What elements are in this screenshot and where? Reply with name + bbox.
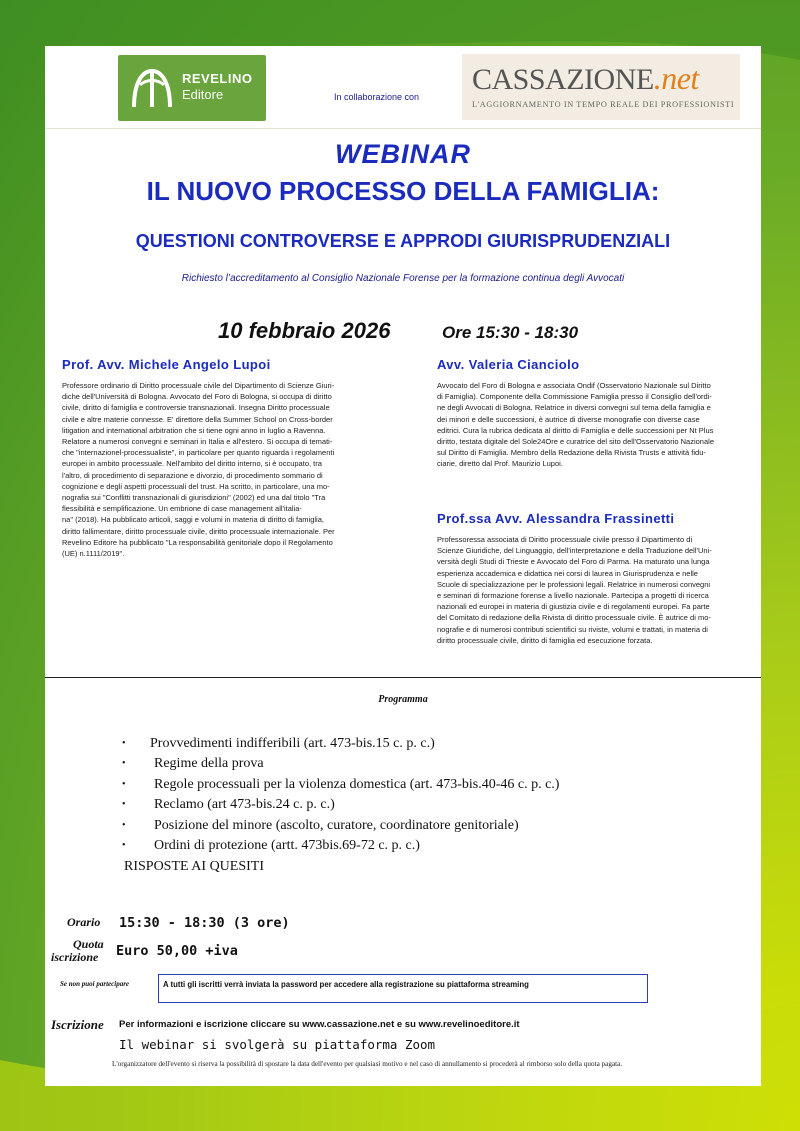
orario-label: Orario: [67, 915, 101, 929]
program-list: [122, 734, 559, 856]
quota-label-2: iscrizione: [51, 950, 99, 964]
revelino-logo: [118, 55, 266, 121]
quota-label: Quota: [73, 937, 104, 951]
speaker-bio-cianciolo: Avvocato del Foro di Bologna e associata Ondif (Osservatorio Nazionale sul Diritto di Famiglia). Componente della Commissione Famiglia presso il Consiglio dell'ordi- ne degli Avvocati di Bologna. Relatrice in diversi convegni sul tema della famiglia e dei minori e delle successioni, è autrice di diverse monografie con diverse case editrici. Cura la rubrica dedicata al diritto di Famiglia e delle successioni per Nt Plus diritto, testata digitale del Sole24Ore e curatrice del sito dell'Osservatorio Nazionale sul Diritto di Famiglia. Membro della Redazione della Rivista Trusts e attività fidu- ciarie, diretto dal Prof. Maurizio Lupoi.: [437, 381, 714, 469]
streaming-info-text: A tutti gli iscritti verrà inviata la password per accedere alla registrazione su piattaforma streaming: [163, 980, 529, 989]
revelino-sub: Editore: [182, 87, 224, 102]
bullet-icon: •: [122, 819, 126, 831]
list-item: • Posizione del minore (ascolto, curatore, coordinatore genitoriale): [122, 816, 559, 836]
iscrizione-label: Iscrizione: [51, 1017, 104, 1032]
bullet-icon: •: [122, 758, 126, 770]
program-closing: RISPOSTE AI QUESITI: [124, 859, 265, 874]
orario-value: 15:30 - 18:30 (3 ore): [119, 915, 290, 931]
iscrizione-text[interactable]: Per informazioni e iscrizione cliccare su www.cassazione.net e su www.revelinoeditore.it: [119, 1019, 520, 1030]
webinar-title: WEBINAR: [335, 139, 471, 169]
speaker-name-frassinetti: Prof.ssa Avv. Alessandra Frassinetti: [437, 511, 675, 526]
streaming-info-box: [158, 974, 648, 1003]
program-divider: [45, 677, 761, 678]
list-item: • Regole processuali per la violenza domestica (art. 473-bis.40-46 c. p. c.): [122, 775, 559, 795]
bullet-icon: •: [122, 839, 126, 851]
list-item: • Reclamo (art 473-bis.24 c. p. c.): [122, 795, 559, 815]
cassazione-logo: [462, 54, 740, 120]
speaker-name-lupoi: Prof. Avv. Michele Angelo Lupoi: [62, 357, 271, 372]
list-item: • Provvedimenti indifferibili (art. 473-bis.15 c. p. c.): [122, 734, 559, 754]
speaker-name-cianciolo: Avv. Valeria Cianciolo: [437, 357, 580, 372]
zoom-note: Il webinar si svolgerà su piattaforma Zoom: [119, 1037, 436, 1052]
list-item: • Ordini di protezione (artt. 473bis.69-72 c. p. c.): [122, 836, 559, 856]
bullet-icon: •: [122, 738, 126, 749]
accreditation-note: Richiesto l’accreditamento al Consiglio Nazionale Forense per la formazione continua degli Avvocati: [181, 273, 625, 284]
speaker-bio-lupoi: Professore ordinario di Diritto processuale civile del Dipartimento di Scienze Giuri- diche dell'Università di Bologna. Avvocato del Foro di Bologna, si occupa di diritto civile, diritto di famiglia e controversie transnazionali. Insegna Diritto processuale civile e altre materie connesse. E' direttore della Summer School on Cross-border litigation and international arbitration che si tiene ogni anno in luglio a Ravenna. Relatore a numerosi convegni e seminari in Italia e all'estero. Si occupa di temati- che "internazionel-processualiste", in particolare per quanto riguarda i regolamenti europei in ambito processuale. Nell'ambito del diritto interno, si è occupato, tra l'altro, di procedimento di separazione e divorzio, di procedimento sommario di cognizione e degli aspetti processuali del trust. Ha scritto, in particolare, una mo- nografia sui "Conflitti transnazionali di giurisdizioni" (2002) ed una dal titolo "Tra flessibilità e semplificazione. Un embrione di case management all'italia- na" (2018). Ha pubblicato articoli, saggi e volumi in materia di diritto di famiglia, diritto fallimentare, diritto processuale civile, diritto processuale internazionale. Per Revelino Editore ha pubblicato "La responsabilità genitoriale dopo il Regolamento (UE) n.1111/2019".: [62, 381, 335, 559]
revelino-name: REVELINO: [182, 71, 253, 86]
main-title: IL NUOVO PROCESSO DELLA FAMIGLIA:: [146, 176, 660, 206]
disclaimer: L'organizzatore dell'evento si riserva la possibilità di spostare la data dell'evento per qualsiasi motivo e nel caso di annullamento si procederà al rimborso solo della quota pagata.: [112, 1060, 623, 1068]
program-title: Programma: [378, 694, 428, 705]
quota-value: Euro 50,00 +iva: [116, 943, 238, 959]
event-date: 10 febbraio 2026: [218, 318, 391, 343]
list-item: • Regime della prova: [122, 754, 559, 774]
bullet-icon: •: [122, 799, 126, 811]
cassazione-main: CASSAZIONE: [472, 63, 654, 96]
subtitle: QUESTIONI CONTROVERSE E APPRODI GIURISPRUDENZIALI: [135, 231, 671, 251]
cassazione-suffix: .net: [653, 60, 699, 96]
event-hours: Ore 15:30 - 18:30: [442, 323, 579, 342]
speaker-bio-frassinetti: Professoressa associata di Diritto processuale civile presso il Dipartimento di Scienze Giuridiche, del Linguaggio, dell'interpretazione e della Traduzione dell'Uni- versità degli Studi di Trieste e Avvocato del Foro di Parma. Ha maturato una lunga esperienza accademica e didattica nei corsi di laurea in Giurisprudenza e nelle Scuole di specializzazione per le professioni legali. Relatrice in numerosi convegni e seminari di formazione forense a livello nazionale. Partecipa a progetti di ricerca nazionali ed europei in materia di giustizia civile e di regolamenti europei. Fa parte del Comitato di redazione della Rivista di diritto processuale civile. È autrice di mo- nografie e di numerosi contributi scientifici su riviste, volumi e trattati, in materia di diritto processuale civile, diritto di famiglia ed esecuzione forzata.: [437, 535, 712, 645]
bullet-icon: •: [122, 778, 126, 790]
header-divider: [45, 128, 761, 129]
revelino-emblem-icon: [128, 63, 176, 113]
cassazione-tagline: L'AGGIORNAMENTO IN TEMPO REALE DEI PROFESSIONISTI: [472, 100, 735, 109]
collaboration-text: In collaborazione con: [334, 92, 420, 102]
non-puoi-label: Se non puoi partecipare: [60, 980, 130, 988]
